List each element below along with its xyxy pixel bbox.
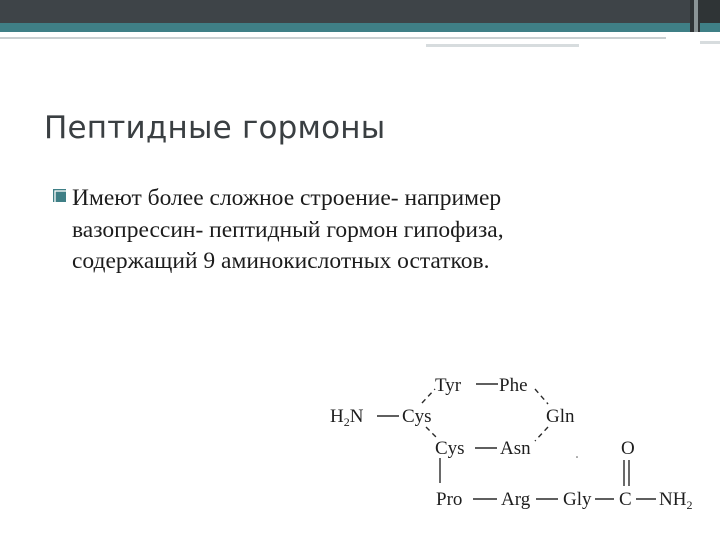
header-corner-teal xyxy=(700,23,720,32)
residue-pro: Pro xyxy=(436,489,463,510)
residue-gly: Gly xyxy=(563,489,592,510)
header-corner-line xyxy=(700,41,720,44)
residue-asn: Asn xyxy=(500,438,531,459)
checkbox-bullet-icon xyxy=(52,188,68,204)
bullet-line-2: вазопрессин- пептидный гормон гипофиза, xyxy=(72,216,504,243)
h2n-label: $H_2N$ xyxy=(330,406,364,429)
residue-cys2: Cys xyxy=(435,438,465,459)
residue-phe: Phe xyxy=(499,375,528,396)
residue-cys1: Cys xyxy=(402,406,432,427)
bond-cys1-tyr xyxy=(422,389,435,403)
bond-phe-gln xyxy=(535,389,548,404)
bullet-text xyxy=(50,183,670,278)
bond-gln-asn xyxy=(535,427,548,441)
residue-tyr: Tyr xyxy=(435,375,462,396)
header-divider-line xyxy=(0,37,666,39)
header-teal-bar xyxy=(0,23,690,32)
header-band xyxy=(0,0,720,26)
bullet-line-3: содержащий 9 аминокислотных остатков. xyxy=(72,248,490,274)
header-dark-bar xyxy=(0,0,690,23)
residue-gln: Gln xyxy=(546,406,575,427)
carbon-label: C xyxy=(619,489,632,510)
header-accent-line xyxy=(426,44,579,47)
vasopressin-structure-diagram xyxy=(330,365,710,525)
oxygen-label: O xyxy=(621,438,635,459)
scan-speck xyxy=(576,456,578,458)
nh2-label: $NH_2$ xyxy=(659,489,693,512)
slide-title: Пептидные гормоны xyxy=(44,110,386,146)
header-corner-stripe xyxy=(694,0,698,32)
residue-arg: Arg xyxy=(501,489,531,510)
bullet-line-1: Имеют более сложное строение- например xyxy=(72,185,502,211)
bullet-item xyxy=(50,183,670,278)
